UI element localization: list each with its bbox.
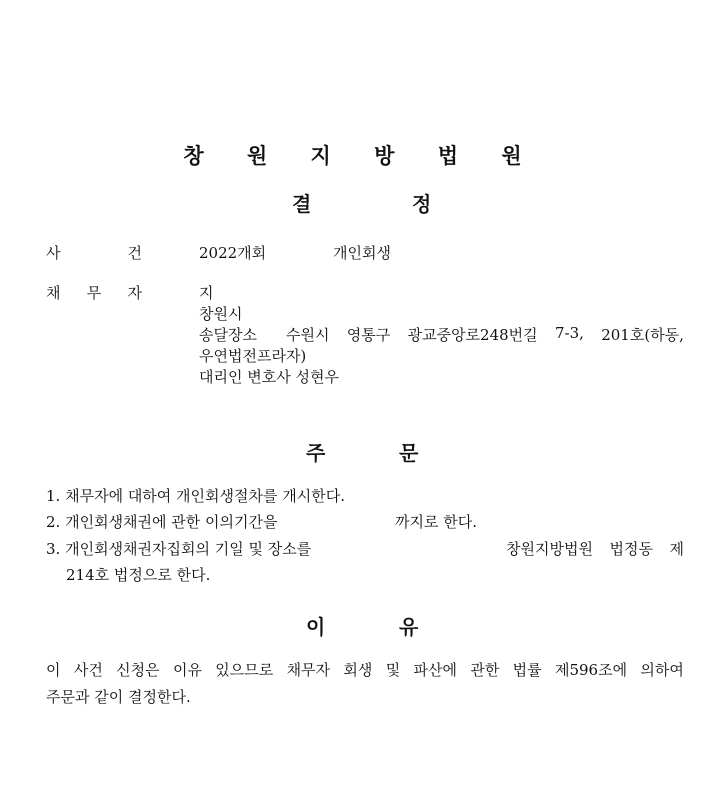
service-address-part: 수원시: [286, 326, 330, 344]
reason-line: [46, 659, 684, 680]
order-item: [46, 485, 345, 506]
reason-word: 있으므로: [215, 661, 274, 679]
order-item-text: 채무자에 대하여 개인회생절차를 개시한다.: [65, 487, 345, 505]
reason-word: 및: [385, 661, 401, 679]
order-item-number: 2.: [46, 513, 61, 531]
debtor-label-char: 자: [127, 284, 142, 302]
reason-word: 사건: [73, 661, 103, 679]
order-heading-left: 주: [306, 441, 326, 465]
service-address-line1: [286, 324, 684, 345]
reason-word: 법률: [512, 661, 542, 679]
service-address-part: 광교중앙로248번길: [407, 326, 538, 344]
service-label: 송달장소: [199, 326, 257, 344]
court-name: 창 원 지 방 법 원: [183, 144, 540, 168]
debtor-address: 창원시: [199, 305, 243, 323]
debtor-label: [46, 282, 142, 303]
order-location-part: 창원지방법원: [506, 540, 593, 558]
debtor-label-char: 무: [86, 284, 102, 302]
doc-type-left: 결: [292, 192, 312, 216]
order-location-part: 법정동: [609, 540, 653, 558]
reason-line: 주문과 같이 결정한다.: [46, 688, 191, 706]
order-item-text: 개인회생채권자집회의 기일 및 장소를: [65, 540, 312, 558]
order-item: [46, 538, 311, 559]
order-heading-right: 문: [399, 441, 419, 465]
service-address-part: 영통구: [346, 326, 391, 344]
case-label-char: 건: [127, 244, 142, 262]
debtor-label-char: 채: [46, 284, 61, 302]
order-item-text: 개인회생채권에 관한 이의기간을: [65, 513, 278, 531]
order-item-text-continued: 까지로 한다.: [395, 513, 477, 531]
reason-word: 이유: [172, 661, 202, 679]
order-item-location: [506, 538, 684, 559]
reason-word: 관한: [470, 661, 500, 679]
reason-heading-left: 이: [306, 615, 326, 639]
order-item-continuation: 214호 법정으로 한다.: [66, 566, 211, 584]
service-address-line2: 우연법전프라자): [199, 347, 307, 365]
reason-word: 신청은: [116, 661, 160, 679]
reason-word: 채무자: [286, 661, 331, 679]
case-number: 2022개회: [199, 244, 267, 262]
reason-word: 제596조에: [554, 661, 628, 679]
order-location-part: 제: [669, 540, 684, 558]
case-label-char: 사: [46, 244, 61, 262]
reason-word: 이: [46, 661, 61, 679]
case-name: 개인회생: [333, 244, 391, 262]
service-address-part: 201호(하동,: [601, 326, 684, 344]
debtor-name: 지: [199, 284, 214, 302]
case-label: [46, 242, 142, 263]
reason-word: 파산에: [413, 661, 457, 679]
service-address-part: 7-3,: [554, 324, 584, 342]
debtor-agent: 대리인 변호사 성현우: [199, 368, 339, 386]
order-item-number: 1.: [46, 487, 61, 505]
reason-heading-right: 유: [399, 615, 419, 639]
reason-word: 회생: [343, 661, 373, 679]
doc-type-right: 정: [412, 192, 432, 216]
order-item-number: 3.: [46, 540, 61, 558]
reason-word: 의하여: [640, 661, 684, 679]
order-item: [46, 511, 278, 532]
